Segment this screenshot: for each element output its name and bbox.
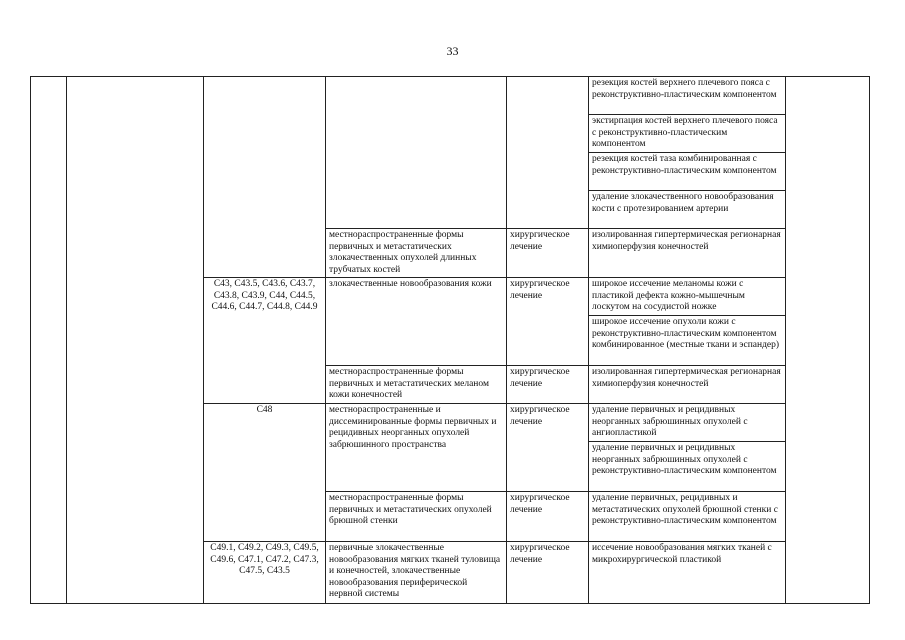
treatment-type-cell: хирургическое лечение: [507, 492, 589, 542]
patient-model-cell: местнораспространенные формы первичных и метастатических опухолей брюшной стенки: [326, 492, 507, 542]
number-column-cell: [31, 77, 67, 604]
table-row: [31, 77, 870, 115]
treatment-method-cell: изолированная гипертермическая регионарная химиоперфузия конечностей: [589, 229, 786, 278]
treatment-method-cell: иссечение новообразования мягких тканей с микрохирургической пластикой: [589, 542, 786, 604]
patient-model-cell: местнораспространенные формы первичных и метастатических меланом кожи конечностей: [326, 366, 507, 404]
treatment-type-cell: хирургическое лечение: [507, 278, 589, 366]
treatment-method-cell: экстирпация костей верхнего плечевого пояса с реконструктивно-пластическим компонентом: [589, 115, 786, 153]
patient-model-cell: [326, 77, 507, 229]
patient-model-cell: первичные злокачественные новообразования мягких тканей туловища и конечностей, злокачественные новообразования периферической нервной системы: [326, 542, 507, 604]
treatment-method-cell: удаление первичных и рецидивных неорганных забрюшинных опухолей с реконструктивно-пластическим компонентом: [589, 442, 786, 492]
treatment-method-cell: резекция костей верхнего плечевого пояса с реконструктивно-пластическим компонентом: [589, 77, 786, 115]
treatment-type-cell: [507, 77, 589, 229]
care-type-column-cell: [67, 77, 204, 604]
patient-model-cell: местнораспространенные формы первичных и метастатических злокачественных опухолей длинных трубчатых костей: [326, 229, 507, 278]
treatment-method-cell: широкое иссечение опухоли кожи с реконструктивно-пластическим компонентом комбинированное (местные ткани и эспандер): [589, 316, 786, 366]
treatment-method-cell: удаление первичных, рецидивных и метастатических опухолей брюшной стенки с реконструктивно-пластическим компонентом: [589, 492, 786, 542]
treatment-method-cell: удаление злокачественного новообразования кости с протезированием артерии: [589, 191, 786, 229]
treatment-method-cell: удаление первичных и рецидивных неорганных забрюшинных опухолей с ангиопластикой: [589, 404, 786, 442]
cost-column-cell: [786, 77, 870, 604]
patient-model-cell: местнораспространенные и диссеминированные формы первичных и рецидивных неорганных опухолей забрюшинного пространства: [326, 404, 507, 492]
page-number: 33: [446, 44, 459, 58]
icd-codes-cell: C49.1, C49.2, C49.3, C49.5, C49.6, C47.1, C47.2, C47.3, C47.5, C43.5: [204, 542, 326, 604]
icd-codes-cell: C48: [204, 404, 326, 542]
treatment-type-cell: хирургическое лечение: [507, 404, 589, 492]
treatment-type-cell: хирургическое лечение: [507, 542, 589, 604]
treatment-method-cell: изолированная гипертермическая регионарная химиоперфузия конечностей: [589, 366, 786, 404]
patient-model-cell: злокачественные новообразования кожи: [326, 278, 507, 366]
treatment-type-cell: хирургическое лечение: [507, 366, 589, 404]
icd-codes-cell: [204, 77, 326, 278]
icd-codes-cell: C43, C43.5, C43.6, C43.7, C43.8, C43.9, C44, C44.5, C44.6, C44.7, C44.8, C44.9: [204, 278, 326, 404]
procedures-table: [30, 76, 870, 604]
treatment-type-cell: хирургическое лечение: [507, 229, 589, 278]
treatment-method-cell: широкое иссечение меланомы кожи с пластикой дефекта кожно-мышечным лоскутом на сосудистой ножке: [589, 278, 786, 316]
treatment-method-cell: резекция костей таза комбинированная с реконструктивно-пластическим компонентом: [589, 153, 786, 191]
